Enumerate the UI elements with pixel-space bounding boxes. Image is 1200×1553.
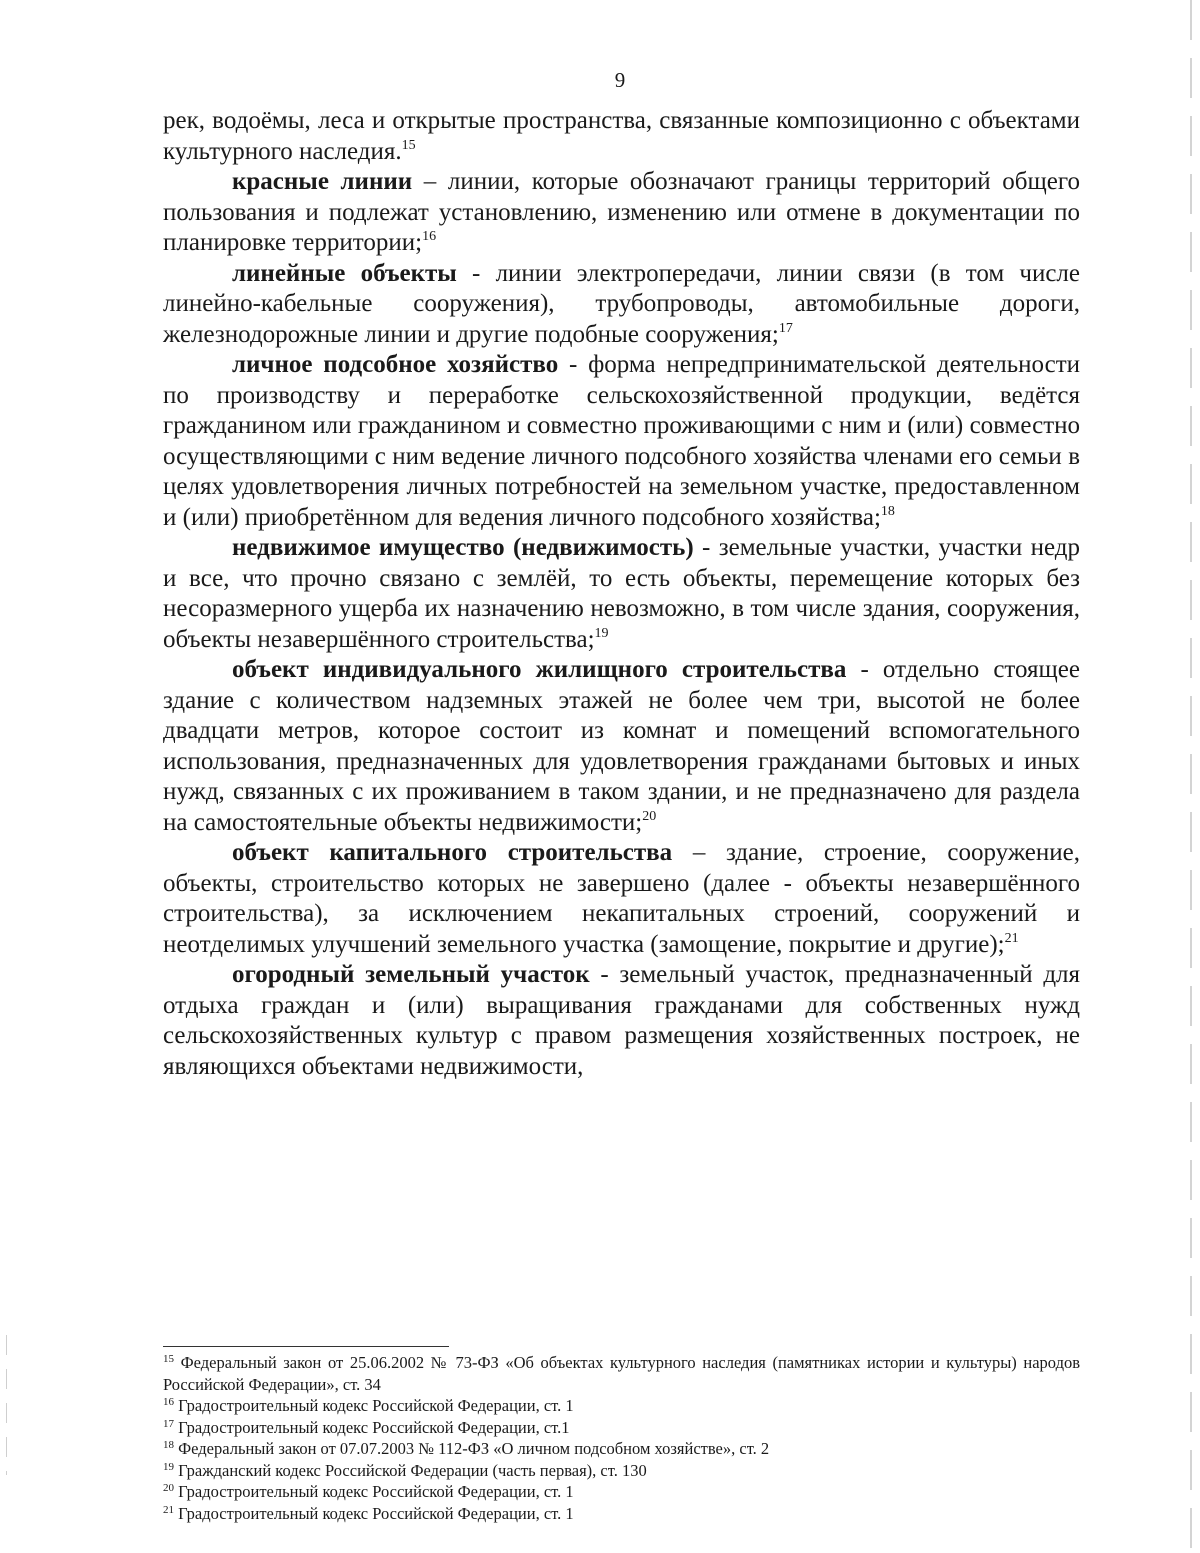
definition-text: - земельные участки, участки недр и все, что прочно связано с землёй, то есть объекты, перемещение которых без несоразмерного ущерба их назначению невозможно, в том числе здания, сооружения, объекты незавершённого строительства; <box>163 534 1080 653</box>
defined-term: объект капитального строительства <box>232 839 673 866</box>
scan-edge-artifact <box>1190 0 1192 1553</box>
main-text <box>163 106 1080 1082</box>
footnote-number: 15 <box>163 1353 174 1365</box>
footnote-ref: 21 <box>1004 930 1019 946</box>
definition-text: – линии, которые обозначают границы территорий общего пользования и подлежат установлению, изменению или отмене в документации по планировке территории; <box>163 168 1080 256</box>
footnote-separator <box>163 1346 449 1347</box>
footnote-ref: 15 <box>401 137 416 153</box>
footnote-ref: 17 <box>778 320 793 336</box>
definition-text: - форма непредпринимательской деятельности по производству и переработке сельскохозяйственной продукции, ведётся гражданином или гражданином и совместно проживающими с ним и (или) совместно осуществляющими с ним ведение личного подсобного хозяйства членами его семьи в целях удовлетворения личных потребностей на земельном участке, предоставленном и (или) приобретённом для ведения личного подсобного хозяйства; <box>163 351 1080 531</box>
definition-paragraph <box>163 167 1080 259</box>
footnote-text: Градостроительный кодекс Российской Федерации, ст. 1 <box>178 1503 574 1523</box>
defined-term: линейные объекты <box>232 259 457 287</box>
paragraph-continuation <box>163 106 1080 167</box>
definition-paragraph <box>163 655 1080 838</box>
defined-term: недвижимое имущество (недвижимость) <box>232 534 694 561</box>
footnote-number: 20 <box>163 1482 174 1494</box>
footnote-ref: 16 <box>422 229 437 244</box>
footnote-number: 21 <box>163 1503 174 1516</box>
footnote-text: Градостроительный кодекс Российской Федерации, ст. 1 <box>178 1396 574 1415</box>
footnote-ref: 18 <box>880 503 895 519</box>
definition-text: - отдельно стоящее здание с количеством надземных этажей не более чем три, высотой не более двадцати метров, которое состоит из комнат и помещений вспомогательного использования, предназначенных для удовлетворения гражданами бытовых и иных нужд, связанных с их проживанием в таком здании, и не предназначено для раздела на самостоятельные объекты недвижимости; <box>163 656 1080 836</box>
definition-paragraph <box>163 533 1080 655</box>
footnote <box>163 1352 1080 1395</box>
footnote-text: Федеральный закон от 25.06.2002 № 73-ФЗ «Об объектах культурного наследия (памятниках истории и культуры) народов Российской Федерации», ст. 34 <box>163 1353 1081 1394</box>
definition-paragraph <box>163 350 1080 533</box>
paragraph-text: рек, водоёмы, леса и открытые пространства, связанные композиционно с объектами культурного наследия. <box>163 107 1080 165</box>
definition-text: - линии электропередачи, линии связи (в том числе линейно-кабельные сооружения), трубопроводы, автомобильные дороги, железнодорожные линии и другие подобные сооружения; <box>163 259 1080 348</box>
defined-term: красные линии <box>232 168 413 195</box>
footnote-number: 17 <box>163 1417 174 1430</box>
scan-edge-artifact-left <box>6 1335 7 1475</box>
footnote <box>163 1481 1080 1503</box>
footnote <box>163 1395 1080 1417</box>
footnote-text: Гражданский кодекс Российской Федерации (часть первая), ст. 130 <box>178 1460 647 1480</box>
page-number: 9 <box>614 68 626 92</box>
footnote-ref: 19 <box>594 625 609 641</box>
footnotes <box>163 1352 1080 1524</box>
footnote <box>163 1460 1080 1482</box>
footnote-number: 19 <box>163 1460 174 1473</box>
definition-paragraph <box>163 960 1080 1082</box>
definition-text: – здание, строение, сооружение, объекты, строительство которых не завершено (далее - объекты незавершённого строительства), за исключением некапитальных строений, сооружений и неотделимых улучшений земельного участка (замощение, покрытие и другие); <box>163 839 1080 958</box>
footnote-number: 16 <box>163 1396 174 1408</box>
defined-term: личное подсобное хозяйство <box>232 351 559 378</box>
footnote <box>163 1503 1080 1525</box>
defined-term: объект индивидуального жилищного строительства <box>232 656 847 683</box>
footnote-text: Федеральный закон от 07.07.2003 № 112-ФЗ «О личном подсобном хозяйстве», ст. 2 <box>178 1439 770 1458</box>
footnote <box>163 1417 1080 1439</box>
footnote-number: 18 <box>163 1439 174 1451</box>
definition-paragraph <box>163 259 1080 351</box>
definition-text: - земельный участок, предназначенный для отдыха граждан и (или) выращивания гражданами для собственных нужд сельскохозяйственных культур с правом размещения хозяйственных построек, не являющихся объектами недвижимости, <box>163 961 1081 1080</box>
footnote-ref: 20 <box>642 808 657 824</box>
footnote-text: Градостроительный кодекс Российской Федерации, ст. 1 <box>178 1482 574 1501</box>
definition-paragraph <box>163 838 1080 960</box>
defined-term: огородный земельный участок <box>232 961 590 988</box>
footnote-text: Градостроительный кодекс Российской Федерации, ст.1 <box>178 1417 570 1437</box>
footnote <box>163 1438 1080 1460</box>
